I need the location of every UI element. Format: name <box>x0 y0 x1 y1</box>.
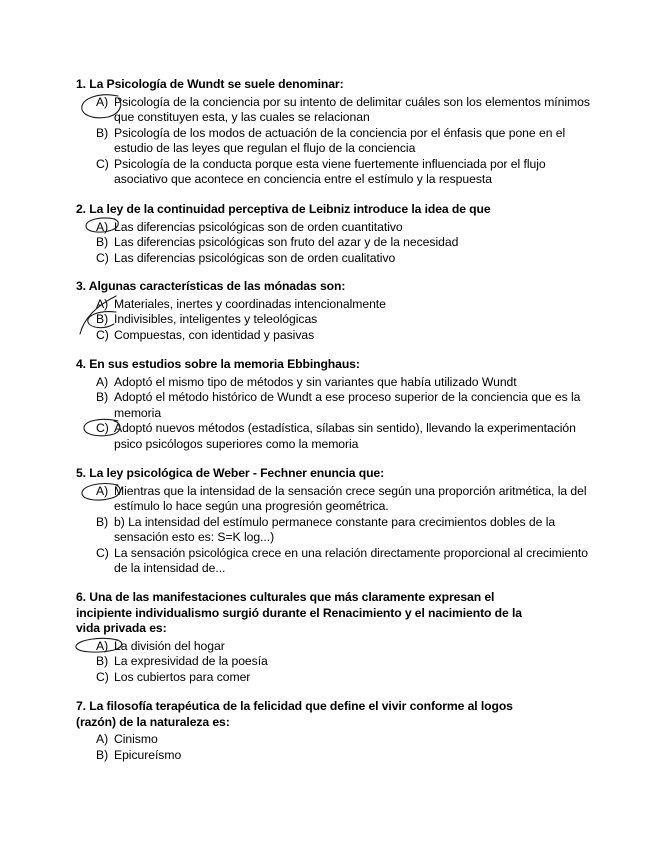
option-letter: C) <box>96 545 109 560</box>
option-letter: A) <box>96 94 109 109</box>
option-letter: B) <box>96 514 109 529</box>
option-text: Psicología de la conciencia por su intento de delimitar cuáles son los elementos mínimos que constituyen esta, y las cuales se relacionan <box>114 94 590 124</box>
option-list <box>76 95 596 188</box>
option-list <box>76 297 596 344</box>
question-4 <box>76 357 596 452</box>
option-c <box>76 157 596 188</box>
question-title: 2. La ley de la continuidad perceptiva de Leibniz introduce la idea de que <box>76 202 491 216</box>
option-list <box>76 220 596 267</box>
option-a <box>76 732 526 748</box>
option-letter: B) <box>96 235 109 249</box>
option-letter: B) <box>96 747 109 762</box>
question-title: 3. Algunas características de las mónadas son: <box>76 279 346 293</box>
option-a <box>76 220 596 236</box>
option-b <box>76 126 596 157</box>
option-text: La sensación psicológica crece en una relación directamente proporcional al crecimiento de la intensidad de... <box>114 545 588 575</box>
option-b <box>76 390 596 421</box>
option-letter: C) <box>96 327 109 342</box>
option-b <box>76 515 596 546</box>
option-c <box>76 546 596 577</box>
question-title: 7. La filosofía terapéutica de la felicidad que define el vivir conforme al logos (razón) de la naturaleza es: <box>76 699 513 729</box>
option-text: Las diferencias psicológicas son fruto del azar y de la necesidad <box>114 235 459 249</box>
option-c <box>76 328 596 344</box>
question-7 <box>76 699 526 763</box>
option-text: Adoptó nuevos métodos (estadística, sílabas sin sentido), llevando la experimentación psico psicólogos superiores como la memoria <box>114 421 576 451</box>
option-b <box>76 312 596 328</box>
option-b <box>76 748 526 764</box>
option-letter: B) <box>96 125 109 140</box>
option-text: Psicología de los modos de actuación de la conciencia por el énfasis que pone en el estudio de las leyes que regulan el flujo de la conciencia <box>114 125 566 155</box>
option-letter: A) <box>96 374 109 389</box>
question-title: 1. La Psicología de Wundt se suele denominar: <box>76 77 344 91</box>
option-text: Cinismo <box>114 732 158 746</box>
option-text: Adoptó el mismo tipo de métodos y sin variantes que había utilizado Wundt <box>114 374 517 389</box>
option-letter: A) <box>96 296 109 311</box>
option-a <box>76 95 596 126</box>
question-5 <box>76 466 596 577</box>
option-letter: B) <box>96 312 109 326</box>
option-text: Las diferencias psicológicas son de orden cuantitativo <box>114 219 403 234</box>
option-list <box>76 484 596 577</box>
option-letter: C) <box>96 669 109 684</box>
question-title: 6. Una de las manifestaciones culturales que más claramente expresan el incipiente individualismo surgió durante el Renacimiento y el nacimiento de la vida privada es: <box>76 590 522 635</box>
option-text: Epicureísmo <box>114 747 182 762</box>
option-text: Las diferencias psicológicas son de orden cualitativo <box>114 250 396 265</box>
question-title: 4. En sus estudios sobre la memoria Ebbinghaus: <box>76 357 360 371</box>
question-6 <box>76 590 526 685</box>
option-list <box>76 732 526 763</box>
option-text: Indivisibles, inteligentes y teleológicas <box>114 312 318 326</box>
option-letter: B) <box>96 654 109 668</box>
option-text: La división del hogar <box>114 638 225 653</box>
option-letter: C) <box>96 421 109 435</box>
option-c <box>76 670 526 686</box>
option-letter: A) <box>96 219 109 234</box>
option-text: Materiales, inertes y coordinadas intencionalmente <box>114 296 386 311</box>
option-list <box>76 639 526 686</box>
option-text: Mientras que la intensidad de la sensación crece según una proporción aritmética, la del estímulo lo hace según una progresión geométrica. <box>114 483 587 513</box>
option-letter: C) <box>96 250 109 265</box>
question-1 <box>76 77 596 188</box>
option-a <box>76 375 596 391</box>
question-3 <box>76 279 596 343</box>
option-list <box>76 375 596 453</box>
option-text: Adoptó el método histórico de Wundt a ese proceso superior de la conciencia que es la memoria <box>114 390 581 420</box>
question-title: 5. La ley psicológica de Weber - Fechner enuncia que: <box>76 466 385 480</box>
question-2 <box>76 202 596 266</box>
option-letter: A) <box>96 638 109 653</box>
option-letter: B) <box>96 390 109 404</box>
option-b <box>76 235 596 251</box>
option-a <box>76 297 596 313</box>
option-a <box>76 639 526 655</box>
option-text: La expresividad de la poesía <box>114 654 268 668</box>
option-text: Los cubiertos para comer <box>114 669 251 684</box>
option-letter: A) <box>96 483 109 498</box>
option-c <box>76 251 596 267</box>
option-letter: C) <box>96 156 109 171</box>
option-letter: A) <box>96 732 109 746</box>
option-c <box>76 421 596 452</box>
option-text: b) La intensidad del estímulo permanece constante para crecimientos dobles de la sensación esto es: S=K log...) <box>114 514 556 544</box>
option-b <box>76 654 526 670</box>
option-a <box>76 484 596 515</box>
option-text: Psicología de la conducta porque esta viene fuertemente influenciada por el flujo asociativo que acontece en conciencia entre el estímulo y la respuesta <box>114 156 546 186</box>
option-text: Compuestas, con identidad y pasivas <box>114 327 315 342</box>
